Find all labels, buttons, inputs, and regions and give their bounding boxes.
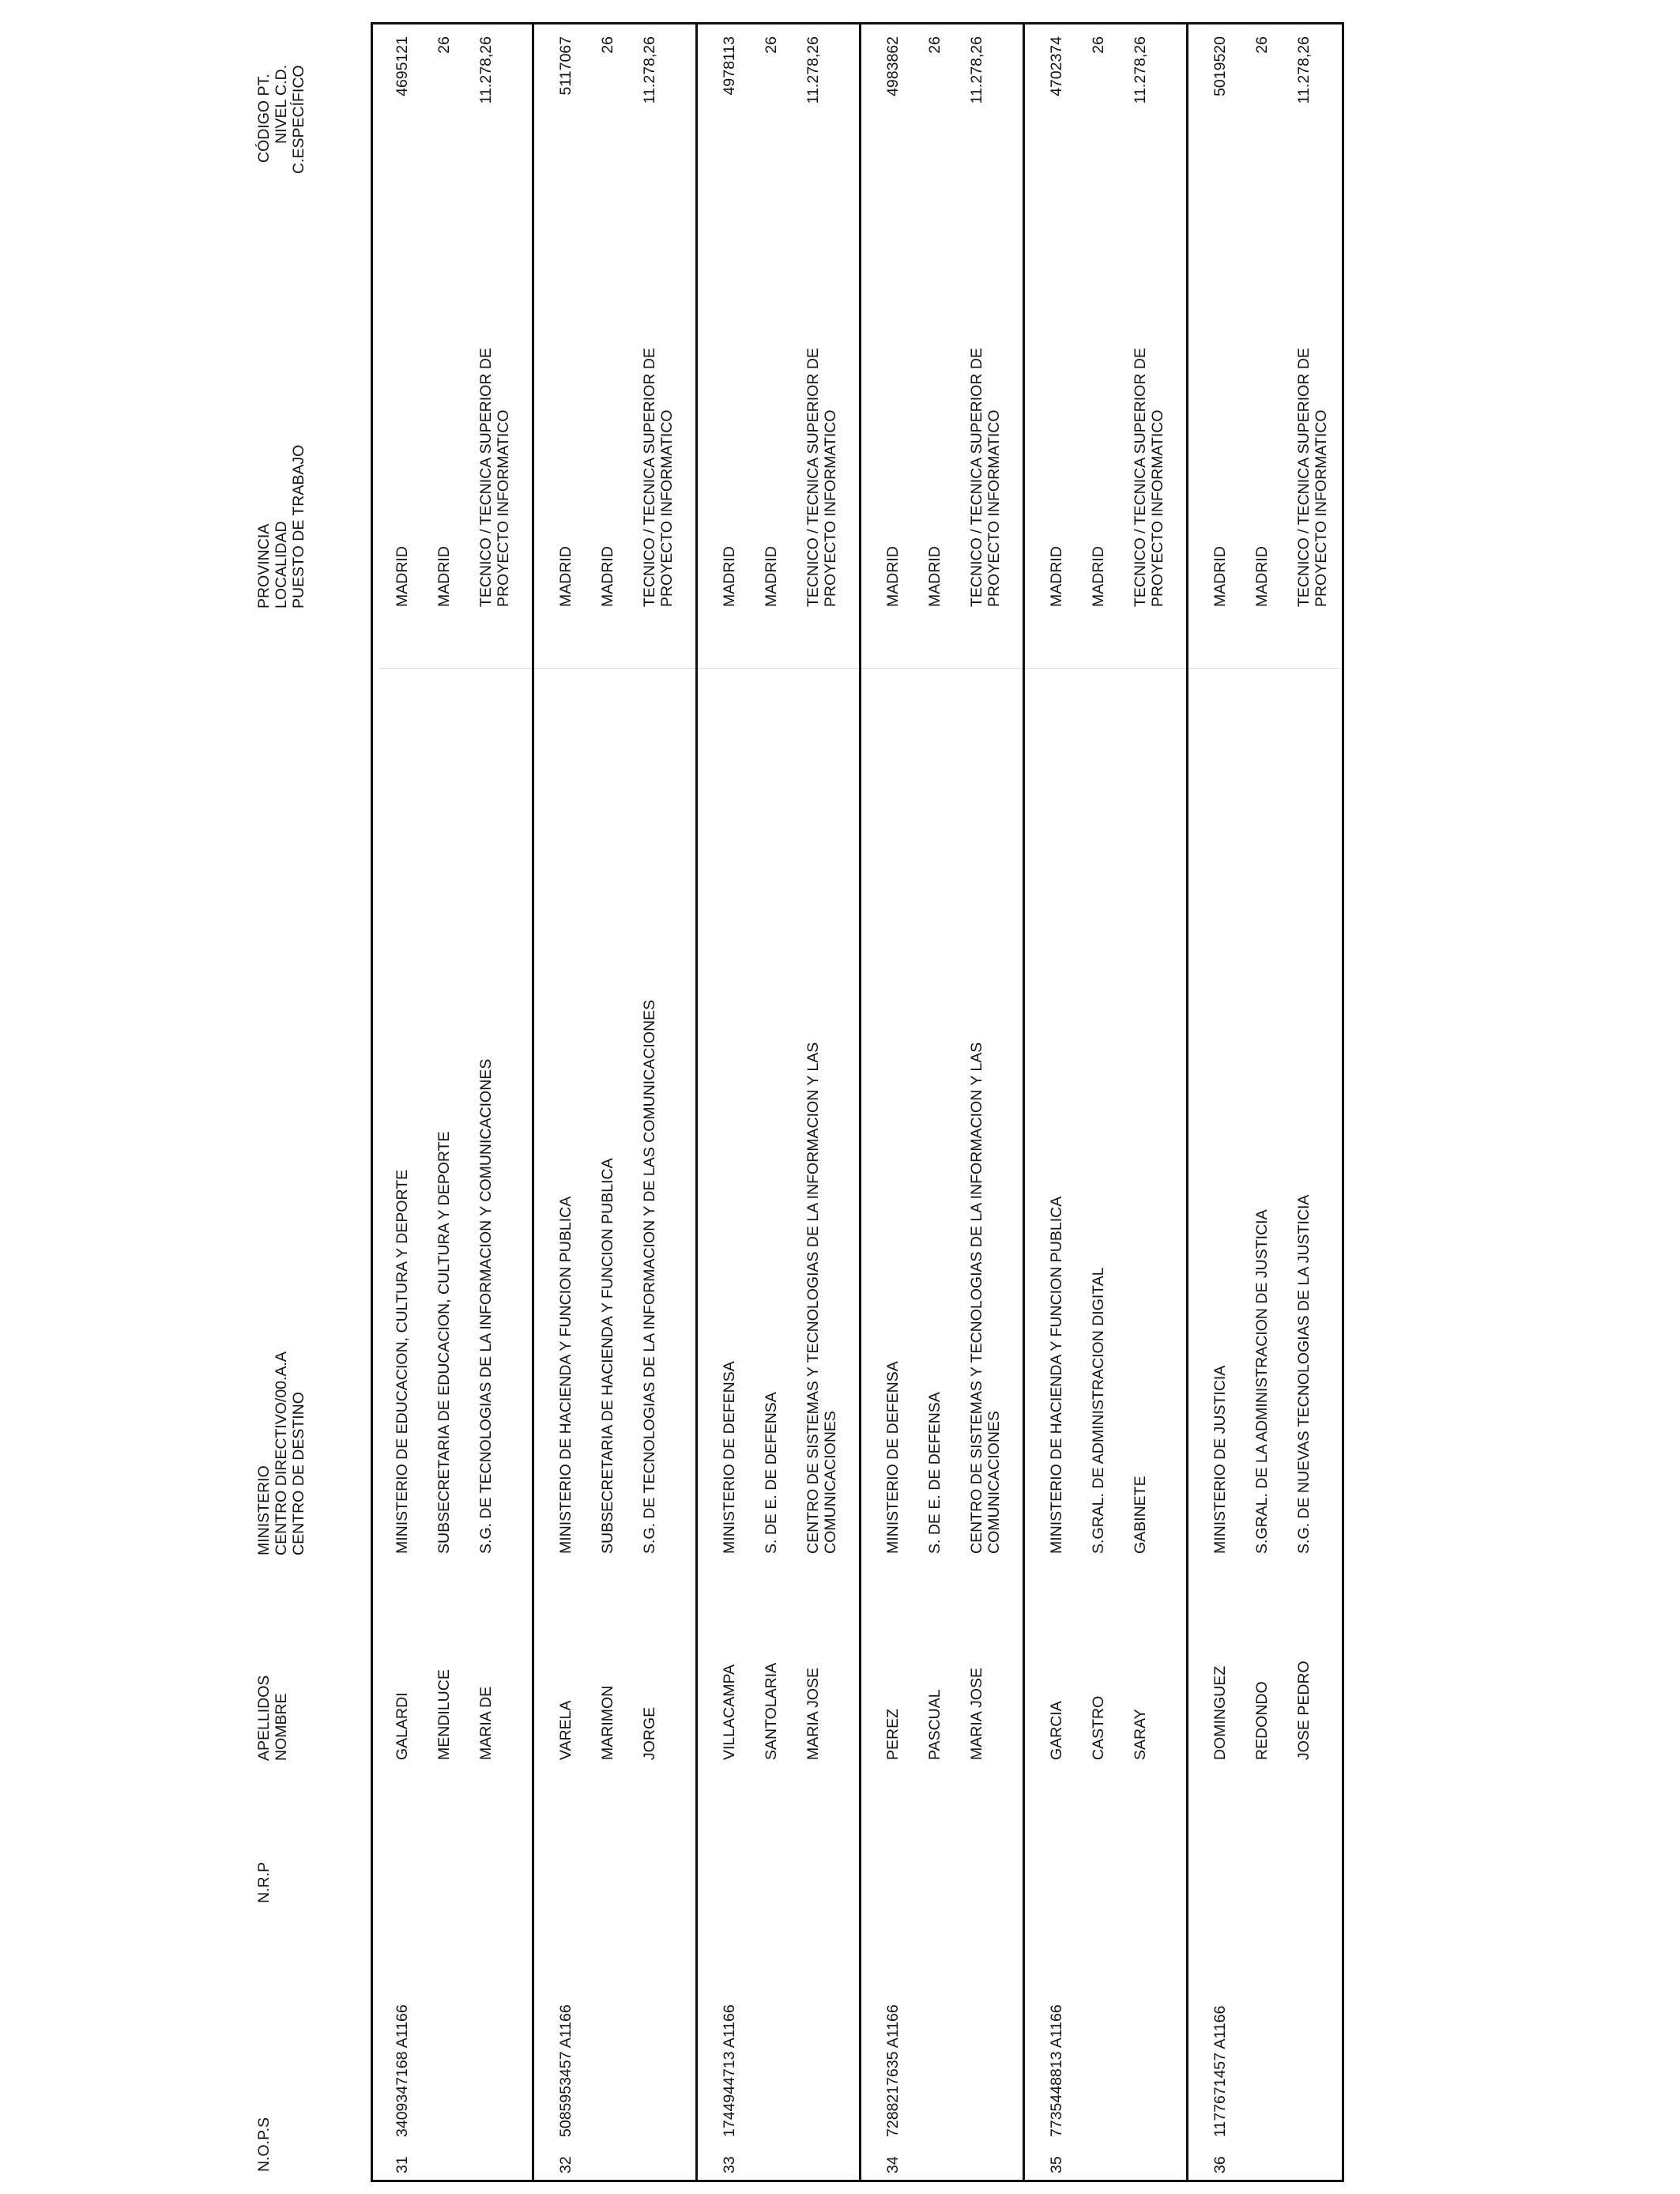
nivel-cell: 26 xyxy=(435,36,453,54)
nivel-cell: 26 xyxy=(763,36,780,54)
centro-destino-cont-cell: COMUNICACIONES xyxy=(985,1411,1003,1554)
puesto-cont-cell: PROYECTO INFORMATICO xyxy=(495,409,512,607)
puesto-cont-cell: PROYECTO INFORMATICO xyxy=(658,409,676,607)
codigo-cell: 4978113 xyxy=(721,36,738,96)
localidad-cell: MADRID xyxy=(763,546,780,607)
centro-destino-cell: GABINETE xyxy=(1132,1476,1149,1554)
header-ministerio: MINISTERIO xyxy=(255,1465,273,1555)
nops-cell: 36 xyxy=(1211,2156,1229,2173)
nrp-cell: 7288217635 A1166 xyxy=(884,2004,902,2137)
nops-cell: 34 xyxy=(884,2156,902,2173)
table-frame xyxy=(371,22,1344,2182)
especifico-cell: 11.278,26 xyxy=(1295,36,1313,104)
centro-directivo-cell: S.GRAL. DE LA ADMINISTRACION DE JUSTICIA xyxy=(1253,1209,1271,1554)
centro-destino-cell: CENTRO DE SISTEMAS Y TECNOLOGIAS DE LA INFORMACION Y LAS xyxy=(804,1042,822,1554)
apellido1-cell: GARCIA xyxy=(1048,1701,1065,1760)
apellido2-cell: MENDILUCE xyxy=(435,1669,453,1760)
row-divider xyxy=(532,22,534,2182)
localidad-cell: MADRID xyxy=(599,546,616,607)
puesto-cont-cell: PROYECTO INFORMATICO xyxy=(1149,409,1166,607)
apellido2-cell: REDONDO xyxy=(1253,1681,1271,1760)
nombre-cell: MARIA JOSE xyxy=(804,1667,822,1760)
header-provincia: PROVINCIA xyxy=(255,523,273,609)
provincia-cell: MADRID xyxy=(721,546,738,607)
ministerio-cell: MINISTERIO DE JUSTICIA xyxy=(1211,1365,1229,1554)
especifico-cell: 11.278,26 xyxy=(804,36,822,104)
codigo-cell: 4695121 xyxy=(394,36,411,96)
nombre-cell: JOSE PEDRO xyxy=(1295,1661,1313,1760)
nops-cell: 35 xyxy=(1048,2156,1065,2173)
puesto-cell: TECNICO / TECNICA SUPERIOR DE xyxy=(641,348,658,607)
nivel-cell: 26 xyxy=(1090,36,1107,54)
header-puesto-trabajo: PUESTO DE TRABAJO xyxy=(290,444,307,609)
apellido2-cell: CASTRO xyxy=(1090,1695,1107,1760)
nombre-cell: JORGE xyxy=(641,1706,658,1760)
apellido1-cell: DOMINGUEZ xyxy=(1211,1665,1229,1760)
apellido2-cell: PASCUAL xyxy=(926,1689,944,1760)
puesto-cell: TECNICO / TECNICA SUPERIOR DE xyxy=(968,348,985,607)
nivel-cell: 26 xyxy=(1253,36,1271,54)
nops-cell: 33 xyxy=(721,2156,738,2173)
apellido2-cell: SANTOLARIA xyxy=(763,1662,780,1760)
apellido1-cell: PEREZ xyxy=(884,1708,902,1760)
nivel-cell: 26 xyxy=(599,36,616,54)
nrp-cell: 1177671457 A1166 xyxy=(1211,2005,1229,2137)
header-apellidos: APELLIDOS xyxy=(255,1675,273,1761)
provincia-cell: MADRID xyxy=(1048,546,1065,607)
header-nrp: N.R.P xyxy=(255,1861,273,1903)
provincia-cell: MADRID xyxy=(1211,546,1229,607)
codigo-cell: 4983862 xyxy=(884,36,902,96)
especifico-cell: 11.278,26 xyxy=(968,36,985,104)
nrp-cell: 1744944713 A1166 xyxy=(721,2004,738,2137)
nombre-cell: SARAY xyxy=(1132,1709,1149,1760)
puesto-cell: TECNICO / TECNICA SUPERIOR DE xyxy=(804,348,822,607)
header-localidad: LOCALIDAD xyxy=(273,521,290,609)
provincia-cell: MADRID xyxy=(884,546,902,607)
ministerio-cell: MINISTERIO DE HACIENDA Y FUNCION PUBLICA xyxy=(557,1196,574,1554)
localidad-cell: MADRID xyxy=(1090,546,1107,607)
centro-directivo-cell: SUBSECRETARIA DE HACIENDA Y FUNCION PUBLICA xyxy=(599,1158,616,1554)
nrp-cell: 3409347168 A1166 xyxy=(394,2004,411,2137)
header-nops: N.O.P.S xyxy=(255,2117,273,2172)
provincia-cell: MADRID xyxy=(557,546,574,607)
centro-directivo-cell: S.GRAL. DE ADMINISTRACION DIGITAL xyxy=(1090,1267,1107,1554)
centro-destino-cell: S.G. DE TECNOLOGIAS DE LA INFORMACION Y COMUNICACIONES xyxy=(477,1058,495,1554)
apellido1-cell: GALARDI xyxy=(394,1692,411,1760)
header-nivel-cd: NIVEL C.D. xyxy=(273,64,290,144)
nrp-cell: 7735448813 A1166 xyxy=(1048,2004,1065,2137)
apellido1-cell: VILLACAMPA xyxy=(721,1664,738,1760)
row-divider xyxy=(1023,22,1025,2182)
header-centro-destino: CENTRO DE DESTINO xyxy=(290,1392,307,1555)
centro-directivo-cell: S. DE E. DE DEFENSA xyxy=(926,1392,944,1554)
especifico-cell: 11.278,26 xyxy=(641,36,658,104)
localidad-cell: MADRID xyxy=(435,546,453,607)
centro-destino-cell: S.G. DE TECNOLOGIAS DE LA INFORMACION Y DE LAS COMUNICACIONES xyxy=(641,999,658,1554)
puesto-cell: TECNICO / TECNICA SUPERIOR DE xyxy=(1295,348,1313,607)
header-nombre: NOMBRE xyxy=(273,1693,290,1761)
centro-destino-cell: S.G. DE NUEVAS TECNOLOGIAS DE LA JUSTICIA xyxy=(1295,1194,1313,1554)
ministerio-cell: MINISTERIO DE DEFENSA xyxy=(721,1361,738,1554)
header-codigo-pt: CÓDIGO PT. xyxy=(255,74,273,163)
centro-destino-cell: CENTRO DE SISTEMAS Y TECNOLOGIAS DE LA INFORMACION Y LAS xyxy=(968,1042,985,1554)
ministerio-cell: MINISTERIO DE HACIENDA Y FUNCION PUBLICA xyxy=(1048,1196,1065,1554)
localidad-cell: MADRID xyxy=(1253,546,1271,607)
codigo-cell: 4702374 xyxy=(1048,36,1065,96)
nrp-cell: 5085953457 A1166 xyxy=(557,2004,574,2137)
nops-cell: 31 xyxy=(394,2156,411,2173)
nombre-cell: MARIA JOSE xyxy=(968,1667,985,1760)
centro-destino-cont-cell: COMUNICACIONES xyxy=(822,1411,839,1554)
row-divider xyxy=(1186,22,1188,2182)
codigo-cell: 5117067 xyxy=(557,36,574,96)
nivel-cell: 26 xyxy=(926,36,944,54)
nombre-cell: MARIA DE xyxy=(477,1686,495,1760)
apellido1-cell: VARELA xyxy=(557,1700,574,1760)
puesto-cont-cell: PROYECTO INFORMATICO xyxy=(985,409,1003,607)
puesto-cell: TECNICO / TECNICA SUPERIOR DE xyxy=(1132,348,1149,607)
header-centro-directivo: CENTRO DIRECTIVO/00.A.A xyxy=(273,1351,290,1555)
puesto-cell: TECNICO / TECNICA SUPERIOR DE xyxy=(477,348,495,607)
codigo-cell: 5019520 xyxy=(1211,36,1229,96)
row-divider xyxy=(859,22,861,2182)
provincia-cell: MADRID xyxy=(394,546,411,607)
especifico-cell: 11.278,26 xyxy=(477,36,495,104)
apellido2-cell: MARIMON xyxy=(599,1685,616,1760)
header-c-especifico: C.ESPECÍFICO xyxy=(290,65,307,174)
centro-directivo-cell: S. DE E. DE DEFENSA xyxy=(763,1392,780,1554)
puesto-cont-cell: PROYECTO INFORMATICO xyxy=(1313,409,1330,607)
ministerio-cell: MINISTERIO DE DEFENSA xyxy=(884,1361,902,1554)
centro-directivo-cell: SUBSECRETARIA DE EDUCACION, CULTURA Y DEPORTE xyxy=(435,1131,453,1554)
puesto-cont-cell: PROYECTO INFORMATICO xyxy=(822,409,839,607)
row-divider xyxy=(695,22,698,2182)
nops-cell: 32 xyxy=(557,2156,574,2173)
especifico-cell: 11.278,26 xyxy=(1132,36,1149,104)
localidad-cell: MADRID xyxy=(926,546,944,607)
ministerio-cell: MINISTERIO DE EDUCACION, CULTURA Y DEPORTE xyxy=(394,1169,411,1554)
